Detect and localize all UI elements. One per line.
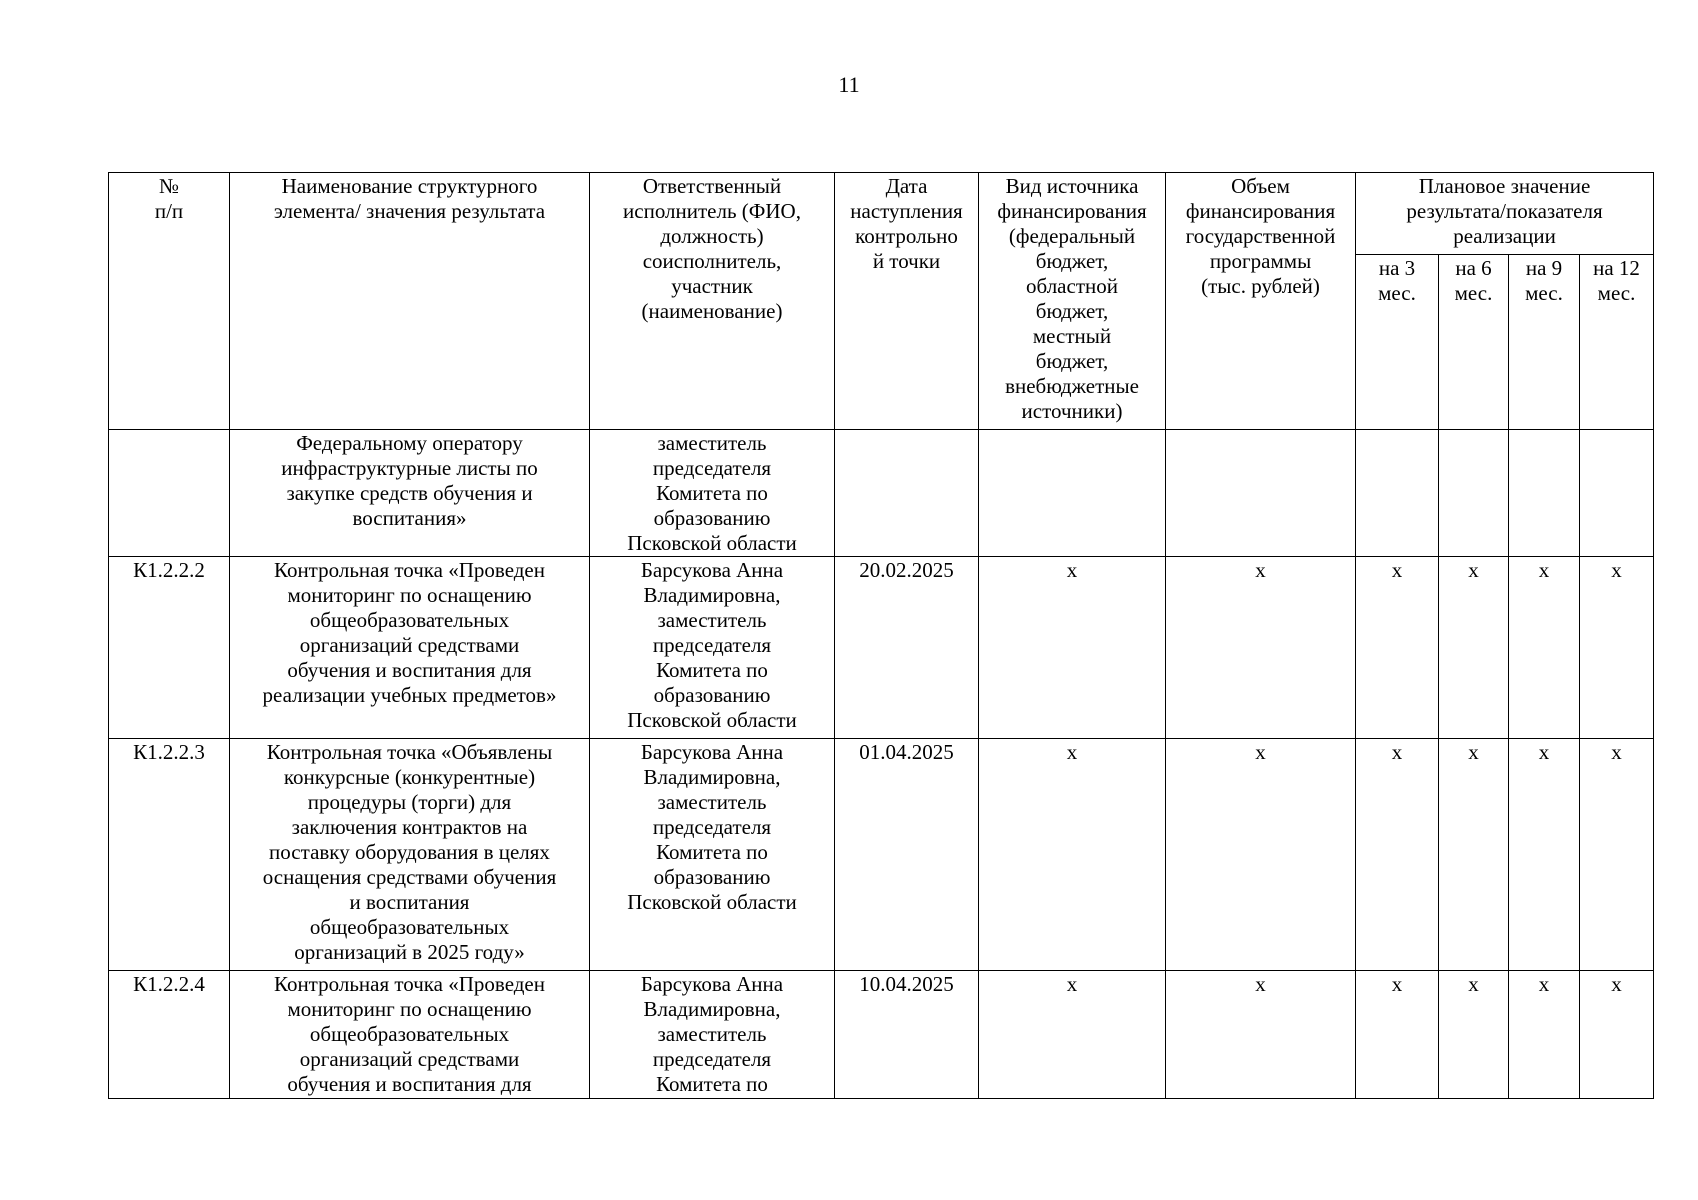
table-row xyxy=(109,739,1654,971)
cell-num xyxy=(109,430,230,557)
cell-volume: х xyxy=(1166,557,1356,739)
table-row xyxy=(109,557,1654,739)
cell-responsible: Барсукова Анна Владимировна, заместитель председателя Комитета по образованию Псковской области xyxy=(590,557,835,739)
cell-m3: х xyxy=(1356,739,1439,971)
cell-m6: х xyxy=(1439,971,1509,1099)
header-responsible: Ответственный исполнитель (ФИО, должность) соисполнитель, участник (наименование) xyxy=(590,173,835,430)
control-points-table xyxy=(108,172,1654,1099)
page-number: 11 xyxy=(838,72,860,97)
header-name: Наименование структурного элемента/ значения результата xyxy=(230,173,590,430)
header-3-months: на 3 мес. xyxy=(1356,255,1439,430)
header-12-months: на 12 мес. xyxy=(1580,255,1654,430)
cell-m3: х xyxy=(1356,971,1439,1099)
header-date: Дата наступления контрольно й точки xyxy=(835,173,979,430)
cell-m3 xyxy=(1356,430,1439,557)
header-source: Вид источника финансирования (федеральный бюджет, областной бюджет, местный бюджет, внебюджетные источники) xyxy=(979,173,1166,430)
cell-source xyxy=(979,430,1166,557)
cell-m12 xyxy=(1580,430,1654,557)
cell-date xyxy=(835,430,979,557)
cell-source: х xyxy=(979,971,1166,1099)
cell-m9: х xyxy=(1509,971,1580,1099)
cell-m12: х xyxy=(1580,557,1654,739)
cell-m9: х xyxy=(1509,557,1580,739)
table-row-continuation xyxy=(109,430,1654,557)
cell-num: К1.2.2.2 xyxy=(109,557,230,739)
cell-num: К1.2.2.4 xyxy=(109,971,230,1099)
cell-volume: х xyxy=(1166,971,1356,1099)
header-6-months: на 6 мес. xyxy=(1439,255,1509,430)
cell-responsible: заместитель председателя Комитета по образованию Псковской области xyxy=(590,430,835,557)
cell-m12: х xyxy=(1580,971,1654,1099)
cell-name: Контрольная точка «Проведен мониторинг по оснащению общеобразовательных организаций средствами обучения и воспитания для реализации учебных предметов» xyxy=(230,557,590,739)
header-9-months: на 9 мес. xyxy=(1509,255,1580,430)
cell-responsible-wrap xyxy=(590,971,835,1099)
cell-responsible: Барсукова Анна Владимировна, заместитель председателя Комитета по образованию Псковской области xyxy=(590,739,835,971)
table-header-row xyxy=(109,173,1654,255)
cell-name: Федеральному оператору инфраструктурные листы по закупке средств обучения и воспитания» xyxy=(230,430,590,557)
cell-name-wrap xyxy=(230,971,590,1099)
cell-source: х xyxy=(979,557,1166,739)
cell-name: Контрольная точка «Проведен мониторинг по оснащению общеобразовательных организаций средствами обучения и воспитания для xyxy=(273,972,545,1096)
cell-date: 10.04.2025 xyxy=(835,971,979,1099)
cell-m6: х xyxy=(1439,739,1509,971)
cell-m6: х xyxy=(1439,557,1509,739)
cell-volume xyxy=(1166,430,1356,557)
header-volume: Объем финансирования государственной программы (тыс. рублей) xyxy=(1166,173,1356,430)
table-row xyxy=(109,971,1654,1099)
cell-m12: х xyxy=(1580,739,1654,971)
cell-responsible: Барсукова Анна Владимировна, заместитель председателя Комитета по xyxy=(640,972,784,1096)
cell-m3: х xyxy=(1356,557,1439,739)
cell-date: 01.04.2025 xyxy=(835,739,979,971)
cell-m9: х xyxy=(1509,739,1580,971)
cell-volume: х xyxy=(1166,739,1356,971)
cell-date: 20.02.2025 xyxy=(835,557,979,739)
cell-name: Контрольная точка «Объявлены конкурсные (конкурентные) процедуры (торги) для заключения контрактов на поставку оборудования в целях оснащения средствами обучения и воспитания общеобразовательных организаций в 2025 году» xyxy=(230,739,590,971)
cell-source: х xyxy=(979,739,1166,971)
cell-num: К1.2.2.3 xyxy=(109,739,230,971)
cell-m6 xyxy=(1439,430,1509,557)
header-planned: Плановое значение результата/показателя реализации xyxy=(1356,173,1654,255)
header-num: № п/п xyxy=(109,173,230,430)
cell-m9 xyxy=(1509,430,1580,557)
